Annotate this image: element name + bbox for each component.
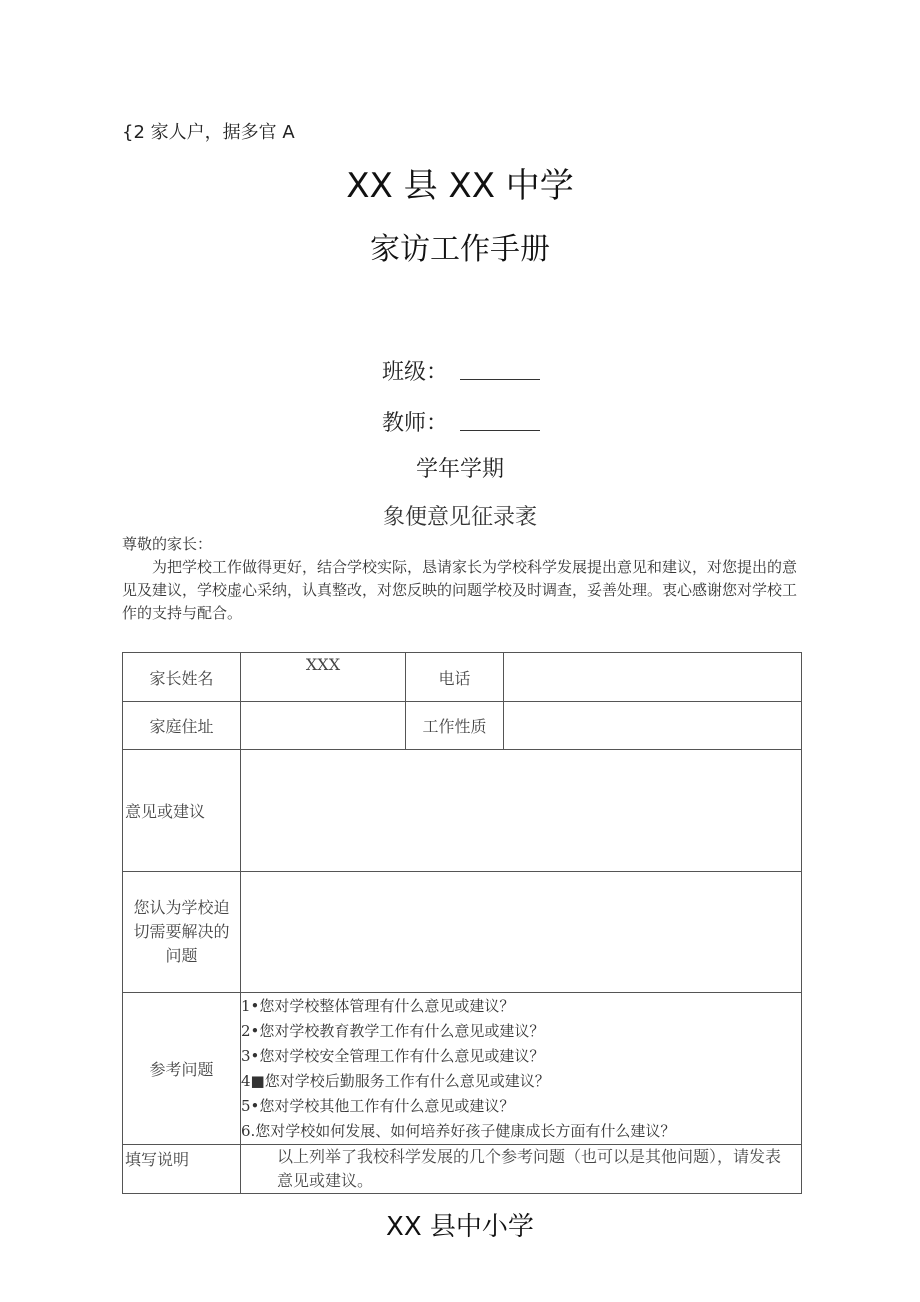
- reference-question: 4■您对学校后勤服务工作有什么意见或建议？: [241, 1072, 550, 1090]
- reference-question: 1•您对学校整体管理有什么意见或建议？: [241, 997, 515, 1015]
- instructions-text: 以上列举了我校科学发展的几个参考问题（也可以是其他问题），请发表意见或建议。: [241, 1145, 802, 1194]
- feedback-form-table: [122, 652, 802, 1194]
- row-suggestions: [123, 750, 802, 872]
- row-parent-name: [123, 653, 802, 702]
- teacher-label: 教师：: [382, 411, 449, 436]
- suggestions-label: 意见或建议: [123, 750, 241, 872]
- parent-name-label: 家长姓名: [123, 653, 241, 702]
- urgent-issues-label: 您认为学校迫切需要解决的问题: [123, 872, 241, 993]
- header-note: {2 家人户，据多官 A: [122, 122, 295, 143]
- instructions-label: 填写说明: [123, 1145, 241, 1194]
- form-title: 象便意见征录袤: [382, 505, 537, 530]
- address-label: 家庭住址: [123, 702, 241, 750]
- urgent-issues-value[interactable]: [241, 872, 802, 993]
- row-urgent-issues: [123, 872, 802, 993]
- class-label: 班级：: [382, 360, 449, 385]
- reference-question: 5•您对学校其他工作有什么意见或建议？: [241, 1097, 515, 1115]
- semester-label: 学年学期: [415, 457, 504, 482]
- teacher-blank-line: [460, 429, 540, 431]
- suggestions-value[interactable]: [241, 750, 802, 872]
- class-blank-line: [460, 378, 540, 380]
- reference-question: 6.您对学校如何发展、如何培养好孩子健康成长方面有什么建议？: [241, 1122, 676, 1140]
- address-value[interactable]: [241, 702, 406, 750]
- reference-questions: [241, 993, 802, 1145]
- reference-question: 2•您对学校教育教学工作有什么意见或建议？: [241, 1022, 545, 1040]
- reference-label: 参考问题: [123, 993, 241, 1145]
- phone-value[interactable]: [504, 653, 802, 702]
- school-title: XX 县 XX 中学: [346, 166, 574, 206]
- parent-name-value[interactable]: XXX: [241, 653, 406, 702]
- intro-paragraph: 为把学校工作做得更好，结合学校实际，恳请家长为学校科学发展提出意见和建议，对您提出的意见及建议，学校虚心采纳，认真整改，对您反映的问题学校及时调查，妥善处理。衷心感谢您对学校工作的支持与配合。: [122, 558, 798, 622]
- job-label: 工作性质: [406, 702, 504, 750]
- manual-title: 家访工作手册: [370, 232, 550, 267]
- reference-question: 3•您对学校安全管理工作有什么意见或建议？: [241, 1047, 545, 1065]
- greeting: 尊敬的家长：: [122, 535, 213, 553]
- phone-label: 电话: [406, 653, 504, 702]
- row-reference-questions: [123, 993, 802, 1145]
- row-instructions: [123, 1145, 802, 1194]
- footer-issuer: XX 县中小学: [386, 1212, 534, 1242]
- job-value[interactable]: [504, 702, 802, 750]
- row-address: [123, 702, 802, 750]
